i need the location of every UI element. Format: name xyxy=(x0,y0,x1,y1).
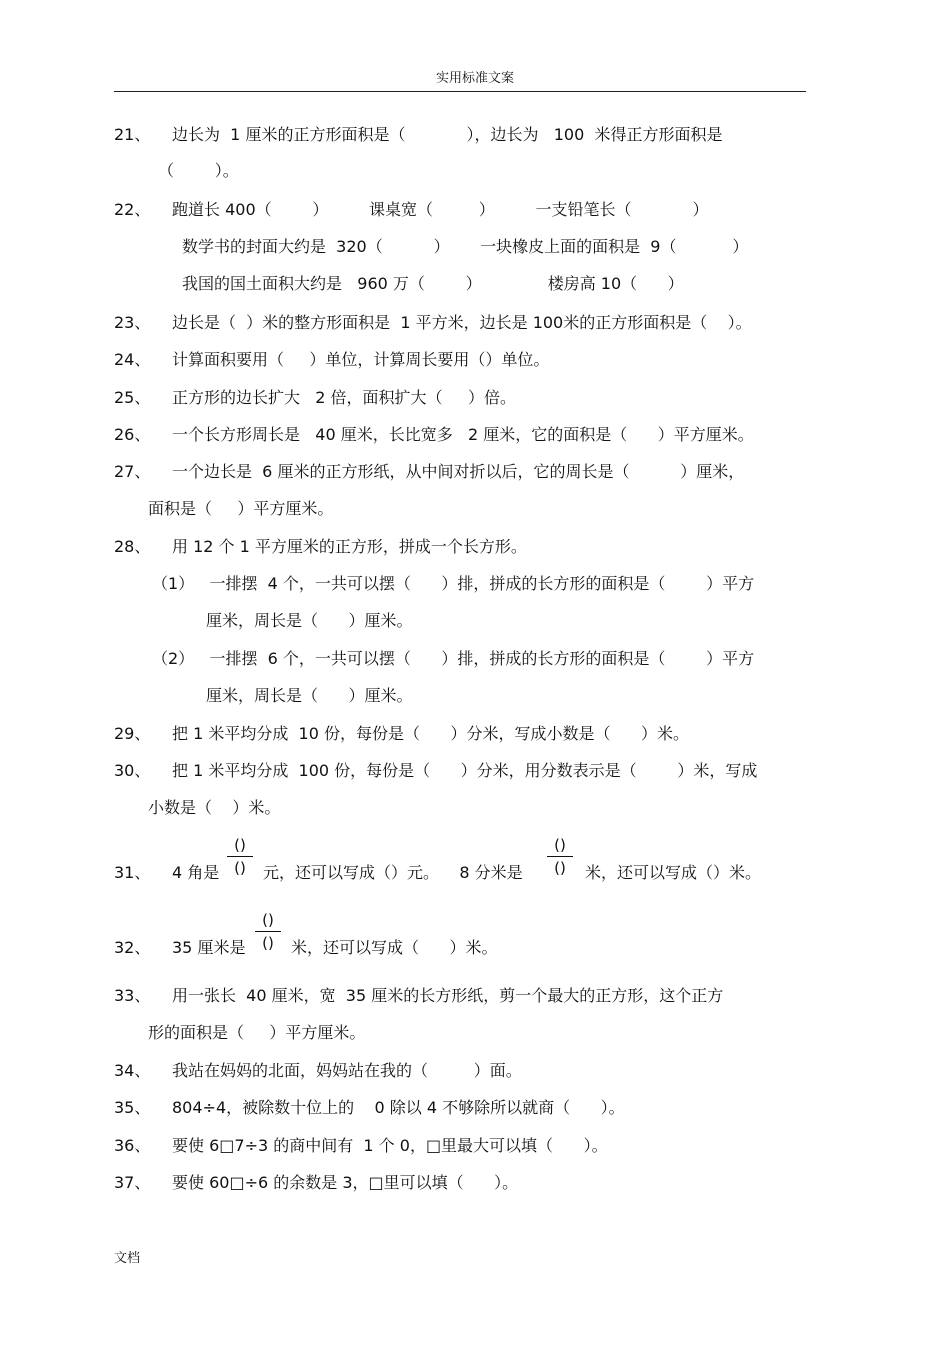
fraction-bar xyxy=(547,856,573,857)
question-number: 35、 xyxy=(114,1098,151,1117)
question-text: 把 1 米平均分成 100 份，每份是（ ）分米，用分数表示是（ ）米，写成 xyxy=(172,761,758,780)
question-text: 边长是（ ）米的整方形面积是 1 平方米，边长是 100米的正方形面积是（ ）。 xyxy=(172,313,752,332)
question-number: 21、 xyxy=(114,125,151,144)
question-number: 33、 xyxy=(114,986,151,1005)
question-number: 27、 xyxy=(114,462,151,481)
fraction-blank xyxy=(255,911,281,952)
question-number: 28、 xyxy=(114,537,151,556)
fraction-bar xyxy=(255,931,281,932)
fraction-bar xyxy=(227,856,253,857)
question-text-line2: 数学书的封面大约是 320（ ） 一块橡皮上面的面积是 9（ ） xyxy=(182,237,749,256)
question-number: 30、 xyxy=(114,761,151,780)
question-number: 24、 xyxy=(114,350,151,369)
question-text-line3: 我国的国土面积大约是 960 万（ ） 楼房高 10（ ） xyxy=(182,274,684,293)
question-text: 一个长方形周长是 40 厘米，长比宽多 2 厘米，它的面积是（ ）平方厘米。 xyxy=(172,425,754,444)
question-text: 用一张长 40 厘米，宽 35 厘米的长方形纸，剪一个最大的正方形，这个正方 xyxy=(172,986,724,1005)
question-text: 要使 6□7÷3 的商中间有 1 个 0，□里最大可以填（ ）。 xyxy=(172,1136,608,1155)
question-text-b: 元，还可以写成（）元。 8 分米是 xyxy=(263,863,523,882)
fraction-denominator: () xyxy=(554,859,566,877)
question-number: 36、 xyxy=(114,1136,151,1155)
page-footer: 文档 xyxy=(114,1251,141,1266)
question-text: 要使 60□÷6 的余数是 3，□里可以填（ ）。 xyxy=(172,1173,519,1192)
fraction-denominator: () xyxy=(234,859,246,877)
fraction-numerator: () xyxy=(234,836,246,854)
question-text-b: 米，还可以写成（ ）米。 xyxy=(291,938,498,957)
question-number: 26、 xyxy=(114,425,151,444)
question-text: 边长为 1 厘米的正方形面积是（ ），边长为 100 米得正方形面积是 xyxy=(172,125,723,144)
sub-question-1: （1） 一排摆 4 个，一共可以摆（ ）排，拼成的长方形的面积是（ ）平方 xyxy=(152,574,755,593)
question-text: 正方形的边长扩大 2 倍，面积扩大（ ）倍。 xyxy=(172,388,516,407)
question-text-cont: 小数是（ ）米。 xyxy=(148,798,281,817)
question-text: 把 1 米平均分成 10 份，每份是（ ）分米，写成小数是（ ）米。 xyxy=(172,724,690,743)
fraction-blank xyxy=(227,836,253,877)
question-number: 29、 xyxy=(114,724,151,743)
fraction-denominator: () xyxy=(262,934,274,952)
question-text: 804÷4，被除数十位上的 0 除以 4 不够除所以就商（ ）。 xyxy=(172,1098,625,1117)
question-text: 我站在妈妈的北面，妈妈站在我的（ ）面。 xyxy=(172,1061,522,1080)
question-number: 32、 xyxy=(114,938,151,957)
sub-question-1-cont: 厘米，周长是（ ）厘米。 xyxy=(206,611,413,630)
fraction-blank xyxy=(547,836,573,877)
sub-question-2: （2） 一排摆 6 个，一共可以摆（ ）排，拼成的长方形的面积是（ ）平方 xyxy=(152,649,755,668)
question-text-cont: 形的面积是（ ）平方厘米。 xyxy=(148,1023,366,1042)
page-header: 实用标准文案 xyxy=(435,71,514,86)
question-text-c: 米，还可以写成（）米。 xyxy=(585,863,762,882)
question-number: 37、 xyxy=(114,1173,151,1192)
question-number: 22、 xyxy=(114,200,151,219)
sub-question-2-cont: 厘米，周长是（ ）厘米。 xyxy=(206,686,413,705)
question-text-cont: （ ）。 xyxy=(158,161,239,180)
question-number: 25、 xyxy=(114,388,151,407)
question-text-cont: 面积是（ ）平方厘米。 xyxy=(148,499,334,518)
header-rule xyxy=(114,91,806,92)
question-text-a: 4 角是 xyxy=(172,863,220,882)
question-number: 23、 xyxy=(114,313,151,332)
fraction-numerator: () xyxy=(262,911,274,929)
question-text-a: 35 厘米是 xyxy=(172,938,246,957)
question-text: 一个边长是 6 厘米的正方形纸，从中间对折以后，它的周长是（ ）厘米， xyxy=(172,462,745,481)
question-text: 用 12 个 1 平方厘米的正方形，拼成一个长方形。 xyxy=(172,537,527,556)
question-number: 31、 xyxy=(114,863,151,882)
fraction-numerator: () xyxy=(554,836,566,854)
question-number: 34、 xyxy=(114,1061,151,1080)
question-text: 计算面积要用（ ）单位，计算周长要用（）单位。 xyxy=(172,350,550,369)
question-text: 跑道长 400（ ） 课桌宽（ ） 一支铅笔长（ ） xyxy=(172,200,709,219)
